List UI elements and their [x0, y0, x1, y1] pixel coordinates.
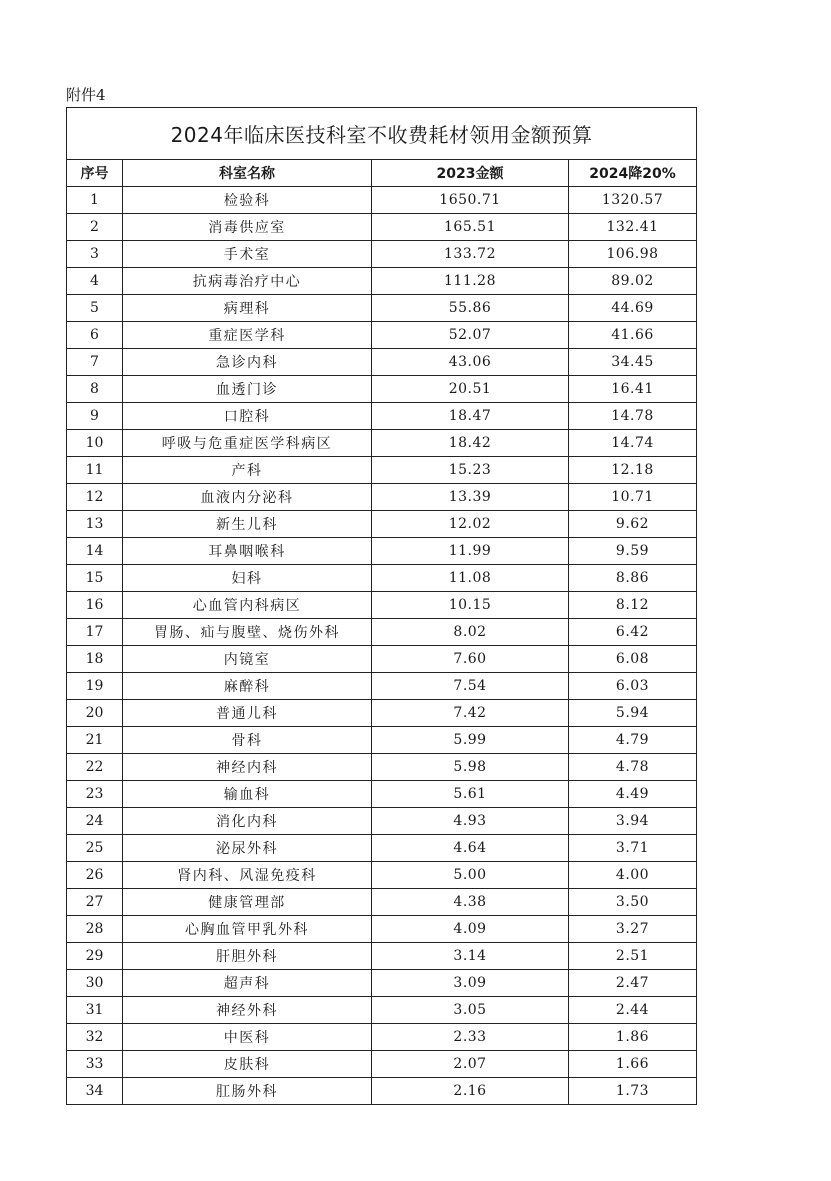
table-row [67, 835, 697, 862]
amount-2023: 4.09 [372, 916, 569, 943]
amount-2024: 4.79 [569, 727, 697, 754]
department-name: 肾内科、风湿免疫科 [123, 862, 372, 889]
row-index: 2 [67, 214, 123, 241]
attachment-label: 附件4 [66, 86, 106, 104]
budget-table [66, 107, 697, 1105]
department-name: 麻醉科 [123, 673, 372, 700]
amount-2024: 9.62 [569, 511, 697, 538]
table-row [67, 241, 697, 268]
amount-2023: 13.39 [372, 484, 569, 511]
amount-2023: 11.08 [372, 565, 569, 592]
row-index: 30 [67, 970, 123, 997]
amount-2024: 44.69 [569, 295, 697, 322]
row-index: 29 [67, 943, 123, 970]
amount-2024: 3.71 [569, 835, 697, 862]
amount-2024: 14.74 [569, 430, 697, 457]
amount-2024: 9.59 [569, 538, 697, 565]
table-row [67, 1024, 697, 1051]
row-index: 4 [67, 268, 123, 295]
amount-2024: 12.18 [569, 457, 697, 484]
table-row [67, 1051, 697, 1078]
department-name: 血液内分泌科 [123, 484, 372, 511]
department-name: 神经内科 [123, 754, 372, 781]
amount-2024: 41.66 [569, 322, 697, 349]
department-name: 消化内科 [123, 808, 372, 835]
table-row [67, 349, 697, 376]
amount-2023: 7.60 [372, 646, 569, 673]
amount-2023: 3.09 [372, 970, 569, 997]
department-name: 肛肠外科 [123, 1078, 372, 1105]
amount-2023: 20.51 [372, 376, 569, 403]
amount-2023: 1650.71 [372, 187, 569, 214]
department-name: 血透门诊 [123, 376, 372, 403]
amount-2023: 10.15 [372, 592, 569, 619]
amount-2024: 10.71 [569, 484, 697, 511]
row-index: 11 [67, 457, 123, 484]
department-name: 病理科 [123, 295, 372, 322]
row-index: 26 [67, 862, 123, 889]
row-index: 22 [67, 754, 123, 781]
row-index: 9 [67, 403, 123, 430]
table-row [67, 403, 697, 430]
amount-2023: 11.99 [372, 538, 569, 565]
amount-2023: 2.16 [372, 1078, 569, 1105]
amount-2023: 7.54 [372, 673, 569, 700]
amount-2023: 12.02 [372, 511, 569, 538]
amount-2024: 1.86 [569, 1024, 697, 1051]
amount-2024: 132.41 [569, 214, 697, 241]
amount-2024: 1320.57 [569, 187, 697, 214]
amount-2024: 89.02 [569, 268, 697, 295]
department-name: 普通儿科 [123, 700, 372, 727]
amount-2024: 2.47 [569, 970, 697, 997]
amount-2023: 7.42 [372, 700, 569, 727]
amount-2023: 165.51 [372, 214, 569, 241]
row-index: 24 [67, 808, 123, 835]
department-name: 神经外科 [123, 997, 372, 1024]
department-name: 泌尿外科 [123, 835, 372, 862]
table-body [67, 187, 697, 1105]
amount-2023: 5.00 [372, 862, 569, 889]
table-row [67, 889, 697, 916]
department-name: 中医科 [123, 1024, 372, 1051]
amount-2023: 2.07 [372, 1051, 569, 1078]
amount-2024: 3.94 [569, 808, 697, 835]
column-header-department: 科室名称 [123, 160, 372, 187]
table-row [67, 673, 697, 700]
table-row [67, 565, 697, 592]
amount-2023: 4.64 [372, 835, 569, 862]
amount-2023: 5.99 [372, 727, 569, 754]
amount-2024: 4.00 [569, 862, 697, 889]
amount-2023: 3.14 [372, 943, 569, 970]
table-row [67, 754, 697, 781]
department-name: 急诊内科 [123, 349, 372, 376]
amount-2024: 3.27 [569, 916, 697, 943]
table-row [67, 484, 697, 511]
table-row [67, 430, 697, 457]
row-index: 10 [67, 430, 123, 457]
amount-2023: 15.23 [372, 457, 569, 484]
row-index: 17 [67, 619, 123, 646]
header-row [67, 160, 697, 187]
column-header-amount-2024: 2024降20% [569, 160, 697, 187]
table-row [67, 916, 697, 943]
amount-2023: 18.47 [372, 403, 569, 430]
row-index: 1 [67, 187, 123, 214]
table-row [67, 862, 697, 889]
department-name: 心血管内科病区 [123, 592, 372, 619]
row-index: 20 [67, 700, 123, 727]
department-name: 心胸血管甲乳外科 [123, 916, 372, 943]
table-row [67, 970, 697, 997]
amount-2023: 18.42 [372, 430, 569, 457]
amount-2024: 2.44 [569, 997, 697, 1024]
row-index: 34 [67, 1078, 123, 1105]
row-index: 23 [67, 781, 123, 808]
amount-2024: 8.86 [569, 565, 697, 592]
amount-2024: 3.50 [569, 889, 697, 916]
amount-2023: 4.93 [372, 808, 569, 835]
table-row [67, 538, 697, 565]
table-row [67, 376, 697, 403]
row-index: 31 [67, 997, 123, 1024]
row-index: 13 [67, 511, 123, 538]
amount-2023: 5.98 [372, 754, 569, 781]
table-row [67, 646, 697, 673]
table-row [67, 997, 697, 1024]
row-index: 21 [67, 727, 123, 754]
amount-2024: 6.08 [569, 646, 697, 673]
table-row [67, 214, 697, 241]
row-index: 15 [67, 565, 123, 592]
row-index: 3 [67, 241, 123, 268]
amount-2024: 5.94 [569, 700, 697, 727]
table-row [67, 781, 697, 808]
department-name: 健康管理部 [123, 889, 372, 916]
row-index: 5 [67, 295, 123, 322]
department-name: 检验科 [123, 187, 372, 214]
department-name: 新生儿科 [123, 511, 372, 538]
amount-2023: 2.33 [372, 1024, 569, 1051]
table-row [67, 943, 697, 970]
amount-2024: 1.73 [569, 1078, 697, 1105]
amount-2024: 14.78 [569, 403, 697, 430]
table-row [67, 295, 697, 322]
amount-2023: 43.06 [372, 349, 569, 376]
amount-2024: 16.41 [569, 376, 697, 403]
department-name: 妇科 [123, 565, 372, 592]
department-name: 呼吸与危重症医学科病区 [123, 430, 372, 457]
department-name: 重症医学科 [123, 322, 372, 349]
department-name: 胃肠、疝与腹壁、烧伤外科 [123, 619, 372, 646]
department-name: 产科 [123, 457, 372, 484]
department-name: 消毒供应室 [123, 214, 372, 241]
amount-2024: 6.03 [569, 673, 697, 700]
amount-2024: 1.66 [569, 1051, 697, 1078]
table-row [67, 457, 697, 484]
department-name: 手术室 [123, 241, 372, 268]
table-row [67, 322, 697, 349]
amount-2023: 4.38 [372, 889, 569, 916]
amount-2024: 2.51 [569, 943, 697, 970]
amount-2023: 52.07 [372, 322, 569, 349]
amount-2023: 133.72 [372, 241, 569, 268]
row-index: 19 [67, 673, 123, 700]
row-index: 8 [67, 376, 123, 403]
amount-2024: 6.42 [569, 619, 697, 646]
department-name: 超声科 [123, 970, 372, 997]
table-row [67, 808, 697, 835]
amount-2023: 55.86 [372, 295, 569, 322]
row-index: 16 [67, 592, 123, 619]
table-row [67, 268, 697, 295]
row-index: 18 [67, 646, 123, 673]
amount-2024: 4.78 [569, 754, 697, 781]
table-row [67, 187, 697, 214]
amount-2023: 111.28 [372, 268, 569, 295]
amount-2023: 3.05 [372, 997, 569, 1024]
amount-2024: 4.49 [569, 781, 697, 808]
amount-2023: 8.02 [372, 619, 569, 646]
row-index: 14 [67, 538, 123, 565]
department-name: 抗病毒治疗中心 [123, 268, 372, 295]
row-index: 32 [67, 1024, 123, 1051]
row-index: 33 [67, 1051, 123, 1078]
department-name: 口腔科 [123, 403, 372, 430]
department-name: 皮肤科 [123, 1051, 372, 1078]
department-name: 肝胆外科 [123, 943, 372, 970]
amount-2023: 5.61 [372, 781, 569, 808]
table-title: 2024年临床医技科室不收费耗材领用金额预算 [67, 108, 697, 160]
title-row [67, 108, 697, 160]
table-row [67, 592, 697, 619]
column-header-amount-2023: 2023金额 [372, 160, 569, 187]
department-name: 骨科 [123, 727, 372, 754]
row-index: 27 [67, 889, 123, 916]
table-row [67, 727, 697, 754]
table-row [67, 619, 697, 646]
column-header-index: 序号 [67, 160, 123, 187]
table-row [67, 1078, 697, 1105]
row-index: 6 [67, 322, 123, 349]
amount-2024: 8.12 [569, 592, 697, 619]
row-index: 12 [67, 484, 123, 511]
department-name: 耳鼻咽喉科 [123, 538, 372, 565]
row-index: 28 [67, 916, 123, 943]
amount-2024: 34.45 [569, 349, 697, 376]
row-index: 25 [67, 835, 123, 862]
table-row [67, 511, 697, 538]
amount-2024: 106.98 [569, 241, 697, 268]
table-row [67, 700, 697, 727]
row-index: 7 [67, 349, 123, 376]
department-name: 内镜室 [123, 646, 372, 673]
department-name: 输血科 [123, 781, 372, 808]
